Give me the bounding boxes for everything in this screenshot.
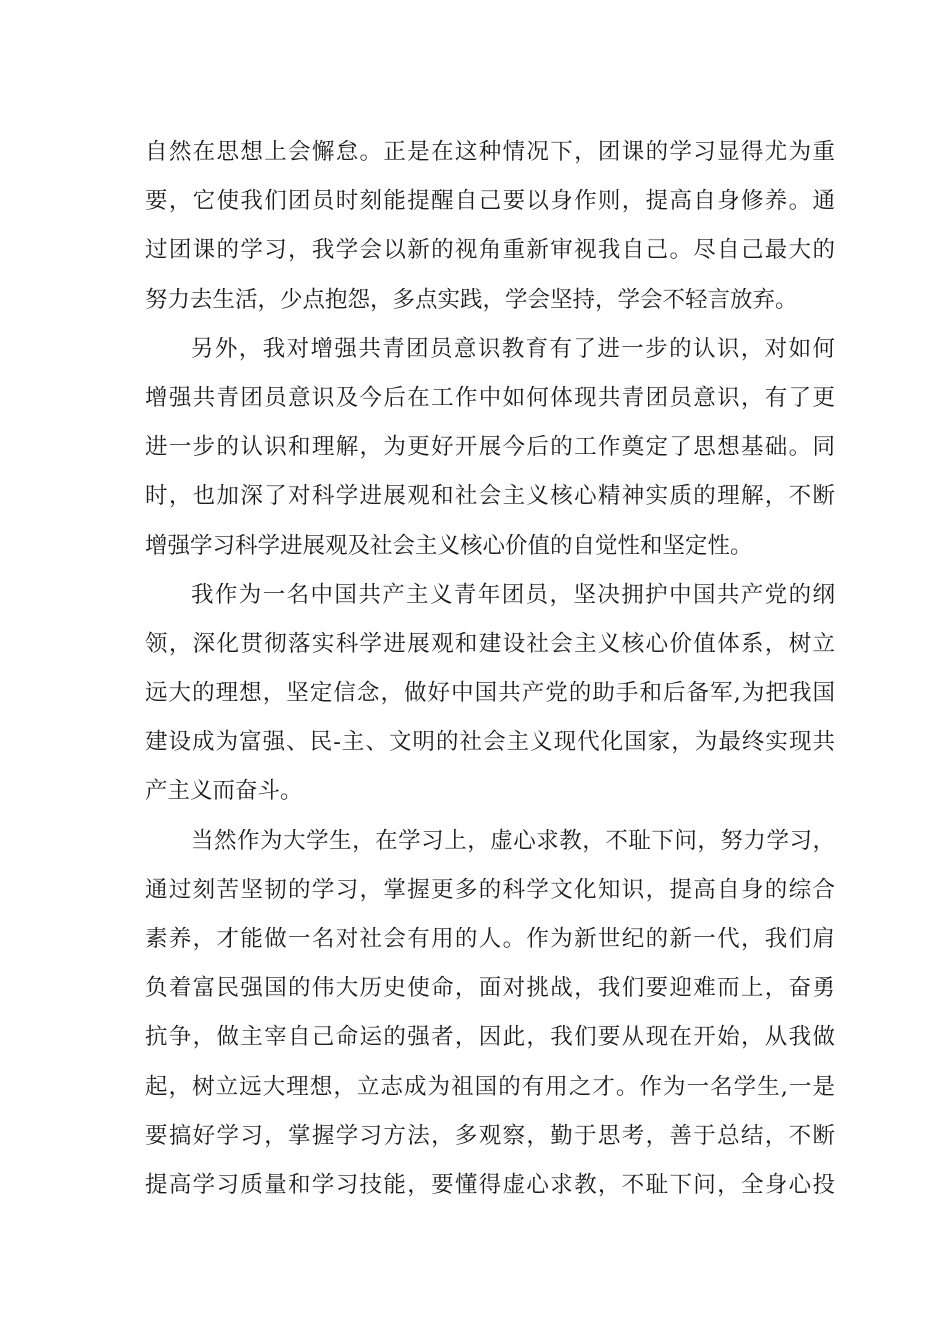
text-line: 建设成为富强、民-主、文明的社会主义现代化国家，为最终实现共 bbox=[145, 729, 835, 756]
text-line: 增强学习科学进展观及社会主义核心价值的自觉性和坚定性。 bbox=[145, 532, 753, 559]
text-line: 自然在思想上会懈怠。正是在这种情况下，团课的学习显得尤为重 bbox=[145, 139, 835, 165]
body-text bbox=[145, 128, 835, 1210]
paragraph-first-line: 另外，我对增强共青团员意识教育有了进一步的认识，对如何 bbox=[191, 335, 835, 362]
text-line: 产主义而奋斗。 bbox=[145, 778, 303, 805]
text-line: 努力去生活，少点抱怨，多点实践，学会坚持，学会不轻言放弃。 bbox=[145, 286, 798, 313]
paragraph-first-line: 我作为一名中国共产主义青年团员，坚决拥护中国共产党的纲 bbox=[191, 581, 835, 608]
text-line: 通过刻苦坚韧的学习，掌握更多的科学文化知识，提高自身的综合 bbox=[145, 876, 835, 903]
text-line: 要，它使我们团员时刻能提醒自己要以身作则，提高自身修养。通 bbox=[145, 188, 835, 215]
text-line: 领，深化贯彻落实科学进展观和建设社会主义核心价值体系，树立 bbox=[145, 630, 835, 657]
text-line: 要搞好学习，掌握学习方法，多观察，勤于思考，善于总结，不断 bbox=[145, 1122, 835, 1149]
text-line: 远大的理想，坚定信念，做好中国共产党的助手和后备军,为把我国 bbox=[145, 680, 835, 707]
text-line: 起，树立远大理想，立志成为祖国的有用之才。作为一名学生,一是 bbox=[145, 1073, 835, 1100]
text-line: 抗争，做主宰自己命运的强者，因此，我们要从现在开始，从我做 bbox=[145, 1024, 835, 1051]
text-line: 时，也加深了对科学进展观和社会主义核心精神实质的理解，不断 bbox=[145, 483, 835, 510]
text-line: 增强共青团员意识及今后在工作中如何体现共青团员意识，有了更 bbox=[145, 384, 835, 411]
text-line: 负着富民强国的伟大历史使命，面对挑战，我们要迎难而上，奋勇 bbox=[145, 975, 835, 1002]
text-line: 过团课的学习，我学会以新的视角重新审视我自己。尽自己最大的 bbox=[145, 237, 835, 264]
text-line: 提高学习质量和学习技能，要懂得虚心求教，不耻下问，全身心投 bbox=[145, 1171, 835, 1198]
text-line: 进一步的认识和理解，为更好开展今后的工作奠定了思想基础。同 bbox=[145, 434, 835, 461]
text-line: 素养，才能做一名对社会有用的人。作为新世纪的新一代，我们肩 bbox=[145, 926, 835, 952]
paragraph-first-line: 当然作为大学生，在学习上，虚心求教，不耻下问，努力学习， bbox=[191, 827, 835, 854]
